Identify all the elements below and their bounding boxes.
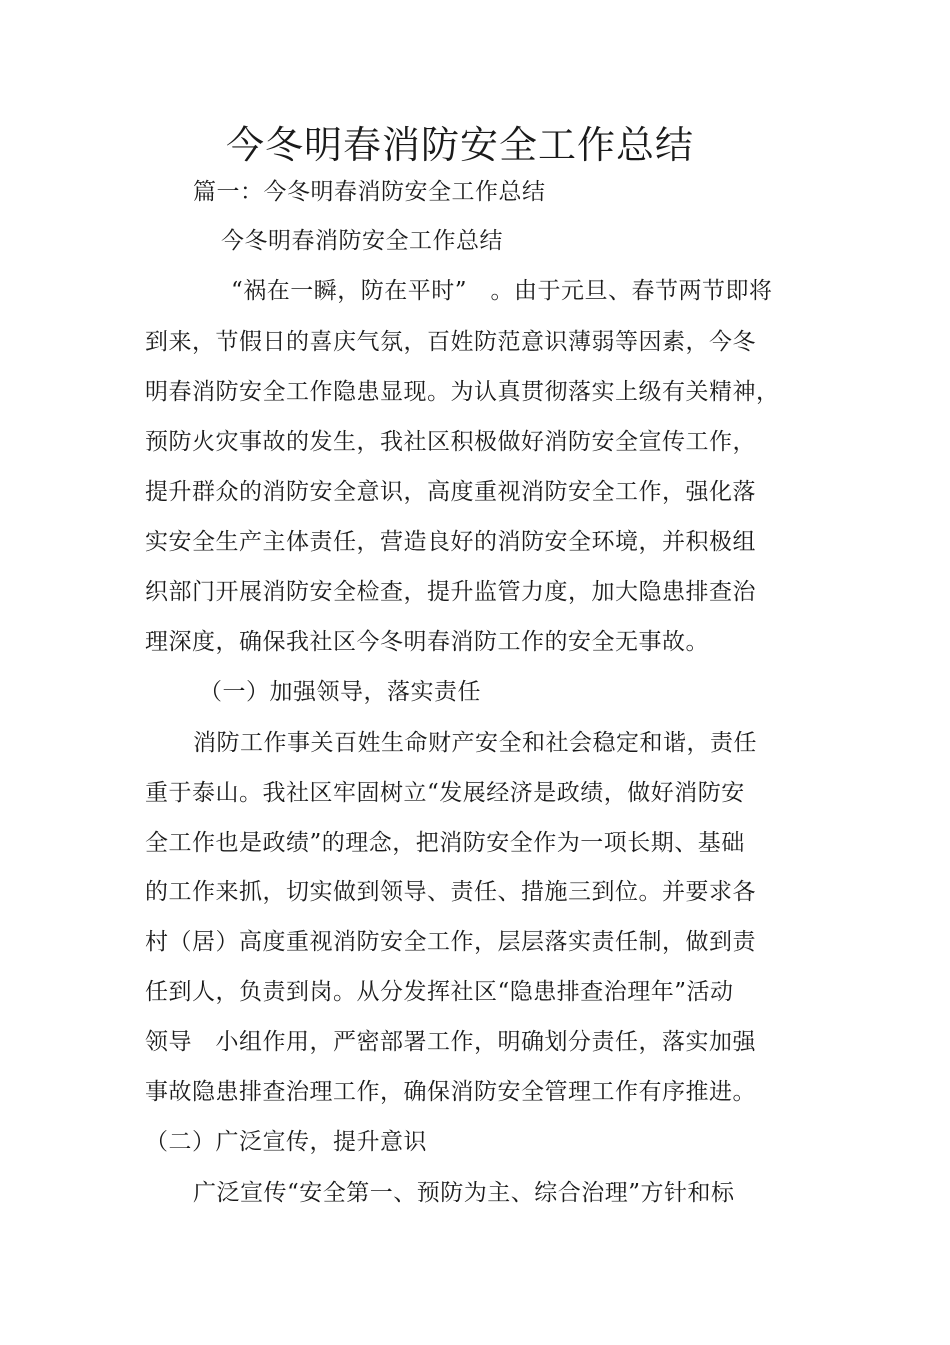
section-heading: （一）加强领导，落实责任 [199,679,481,705]
paragraph-line: 重于泰山。我社区牢固树立“发展经济是政绩，做好消防安 [145,780,745,806]
document-title: 今冬明春消防安全工作总结 [225,123,694,167]
paragraph-line: 村（居）高度重视消防安全工作，层层落实责任制，做到责 [145,929,756,955]
paragraph-line: 明春消防安全工作隐患显现。为认真贯彻落实上级有关精神， [145,379,780,405]
paragraph-line: 领导 小组作用，严密部署工作，明确划分责任，落实加强 [145,1029,756,1055]
paragraph-line: 织部门开展消防安全检查，提升监管力度，加大隐患排查治 [145,579,756,605]
paragraph-line: 广泛宣传“安全第一、预防为主、综合治理”方针和标 [193,1180,735,1206]
paragraph-line: 到来，节假日的喜庆气氛，百姓防范意识薄弱等因素，今冬 [145,329,756,355]
paragraph-line: 全工作也是政绩”的理念，把消防安全作为一项长期、基础 [145,830,745,856]
paragraph-line: 实安全生产主体责任，营造良好的消防安全环境，并积极组 [145,529,756,555]
paragraph-line: 任到人，负责到岗。从分发挥社区“隐患排查治理年”活动 [145,979,734,1005]
paragraph-line: 预防火灾事故的发生，我社区积极做好消防安全宣传工作， [145,429,756,455]
paragraph-line: 的工作来抓，切实做到领导、责任、措施三到位。并要求各 [145,879,756,905]
paragraph-line: 事故隐患排查治理工作，确保消防安全管理工作有序推进。 [145,1079,756,1105]
paragraph-line: 消防工作事关百姓生命财产安全和社会稳定和谐，责任 [193,730,757,756]
section-heading: （二）广泛宣传，提升意识 [145,1129,427,1155]
subtitle-line: 篇一：今冬明春消防安全工作总结 [193,179,546,205]
paragraph-line: 理深度，确保我社区今冬明春消防工作的安全无事故。 [145,629,709,655]
paragraph-line: 提升群众的消防安全意识，高度重视消防安全工作，强化落 [145,479,756,505]
paragraph-line: “祸在一瞬，防在平时” 。由于元旦、春节两节即将 [231,278,773,304]
heading-line: 今冬明春消防安全工作总结 [221,228,503,254]
